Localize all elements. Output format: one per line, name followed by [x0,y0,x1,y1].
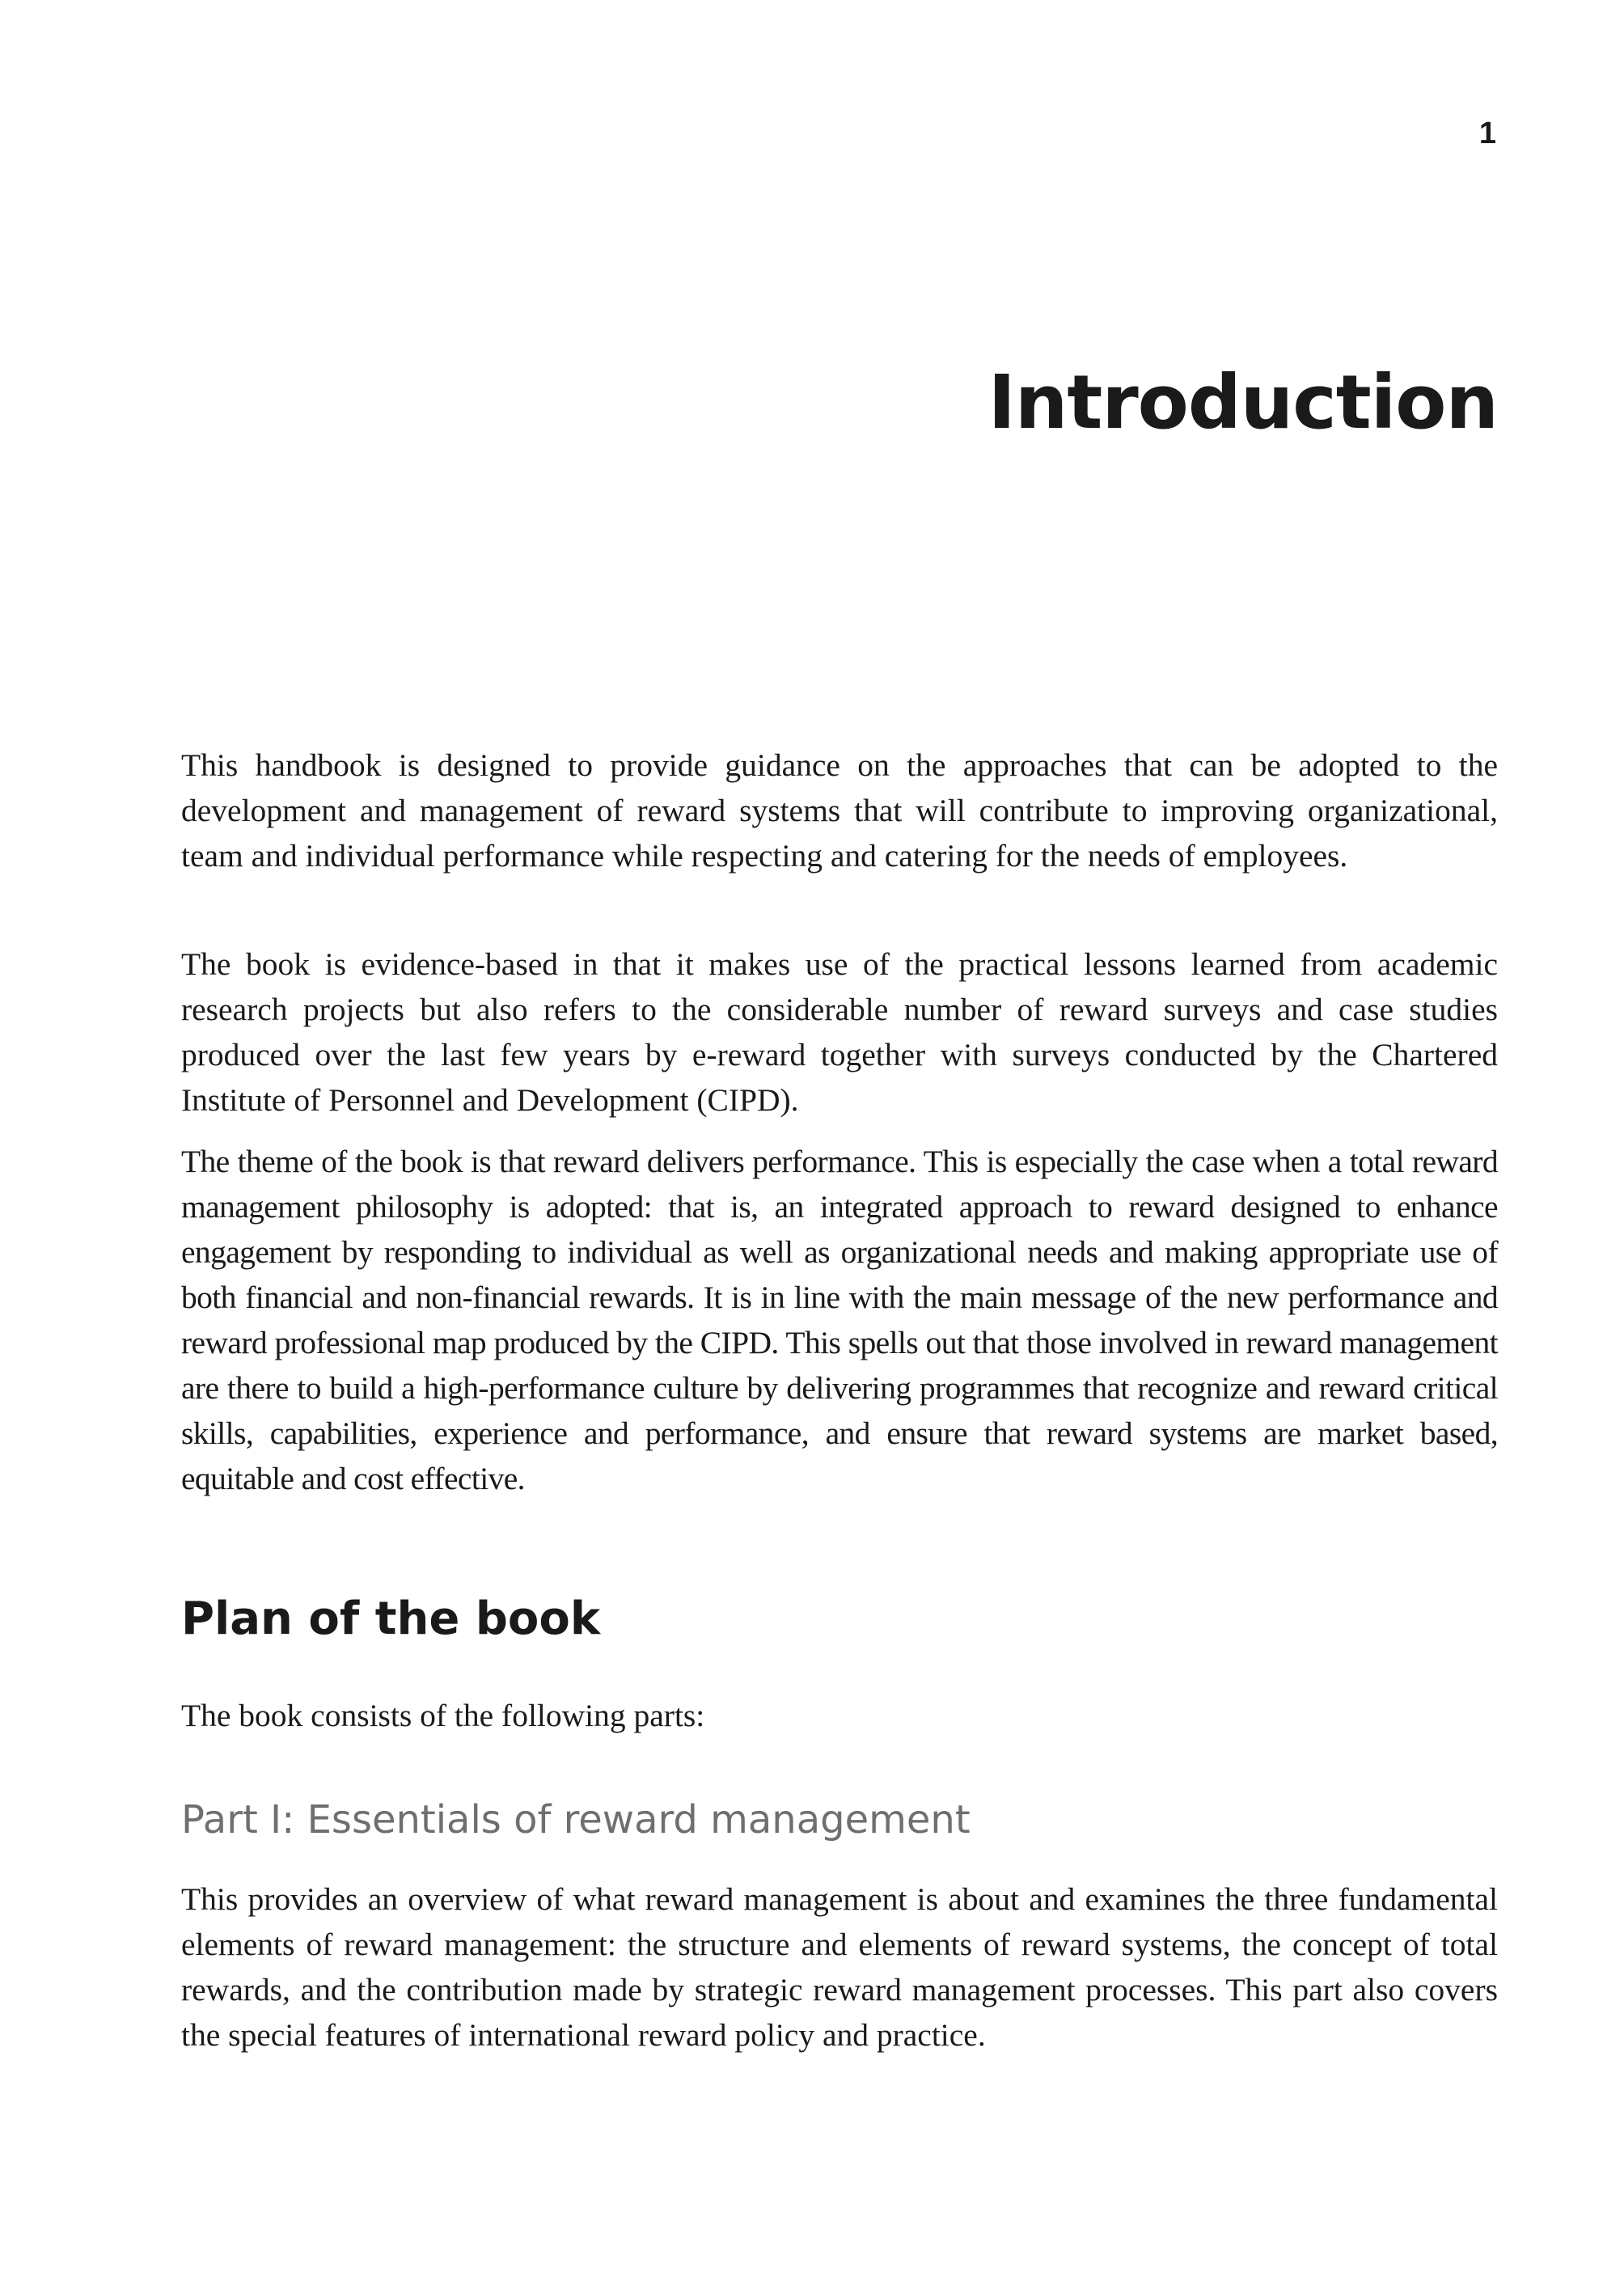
part-1-heading: Part I: Essentials of reward management [181,1797,971,1842]
intro-paragraph-2: The book is evidence-based in that it makes use of the practical lessons learned from academic research projects but also refers to the considerable number of reward surveys and case studies produced over the last few years by e-reward together with surveys conducted by the Chartered Institute of Personnel and Development (CIPD). [181,946,1498,1118]
part-1-paragraph: This provides an overview of what reward management is about and examines the three fundamental elements of reward management: the structure and elements of reward systems, the concept of total rewards, and the contribution made by strategic reward management processes. This part also covers the special features of international reward policy and practice. [181,1881,1498,2053]
page-number: 1 [1478,116,1496,150]
intro-paragraph-3: The theme of the book is that reward delivers performance. This is especially the case when a total reward management philosophy is adopted: that is, an integrated approach to reward designed to enhance engagement by responding to individual as well as organizational needs and making appropriate use of both financial and non-financial rewards. It is in line with the main message of the new performance and reward professional map produced by the CIPD. This spells out that those involved in reward management are there to build a high-performance culture by delivering programmes that recognize and reward critical skills, capabilities, experience and performance, and ensure that reward systems are market based, equitable and cost effective. [181,1144,1498,1496]
intro-paragraph-1: This handbook is designed to provide guidance on the approaches that can be adopted to the development and management of reward systems that will contribute to improving organizational, team and individual performance while respecting and catering for the needs of employees. [181,747,1498,874]
chapter-title: Introduction [988,359,1498,446]
plan-intro-text: The book consists of the following parts: [181,1698,705,1733]
section-heading-plan: Plan of the book [181,1593,601,1645]
